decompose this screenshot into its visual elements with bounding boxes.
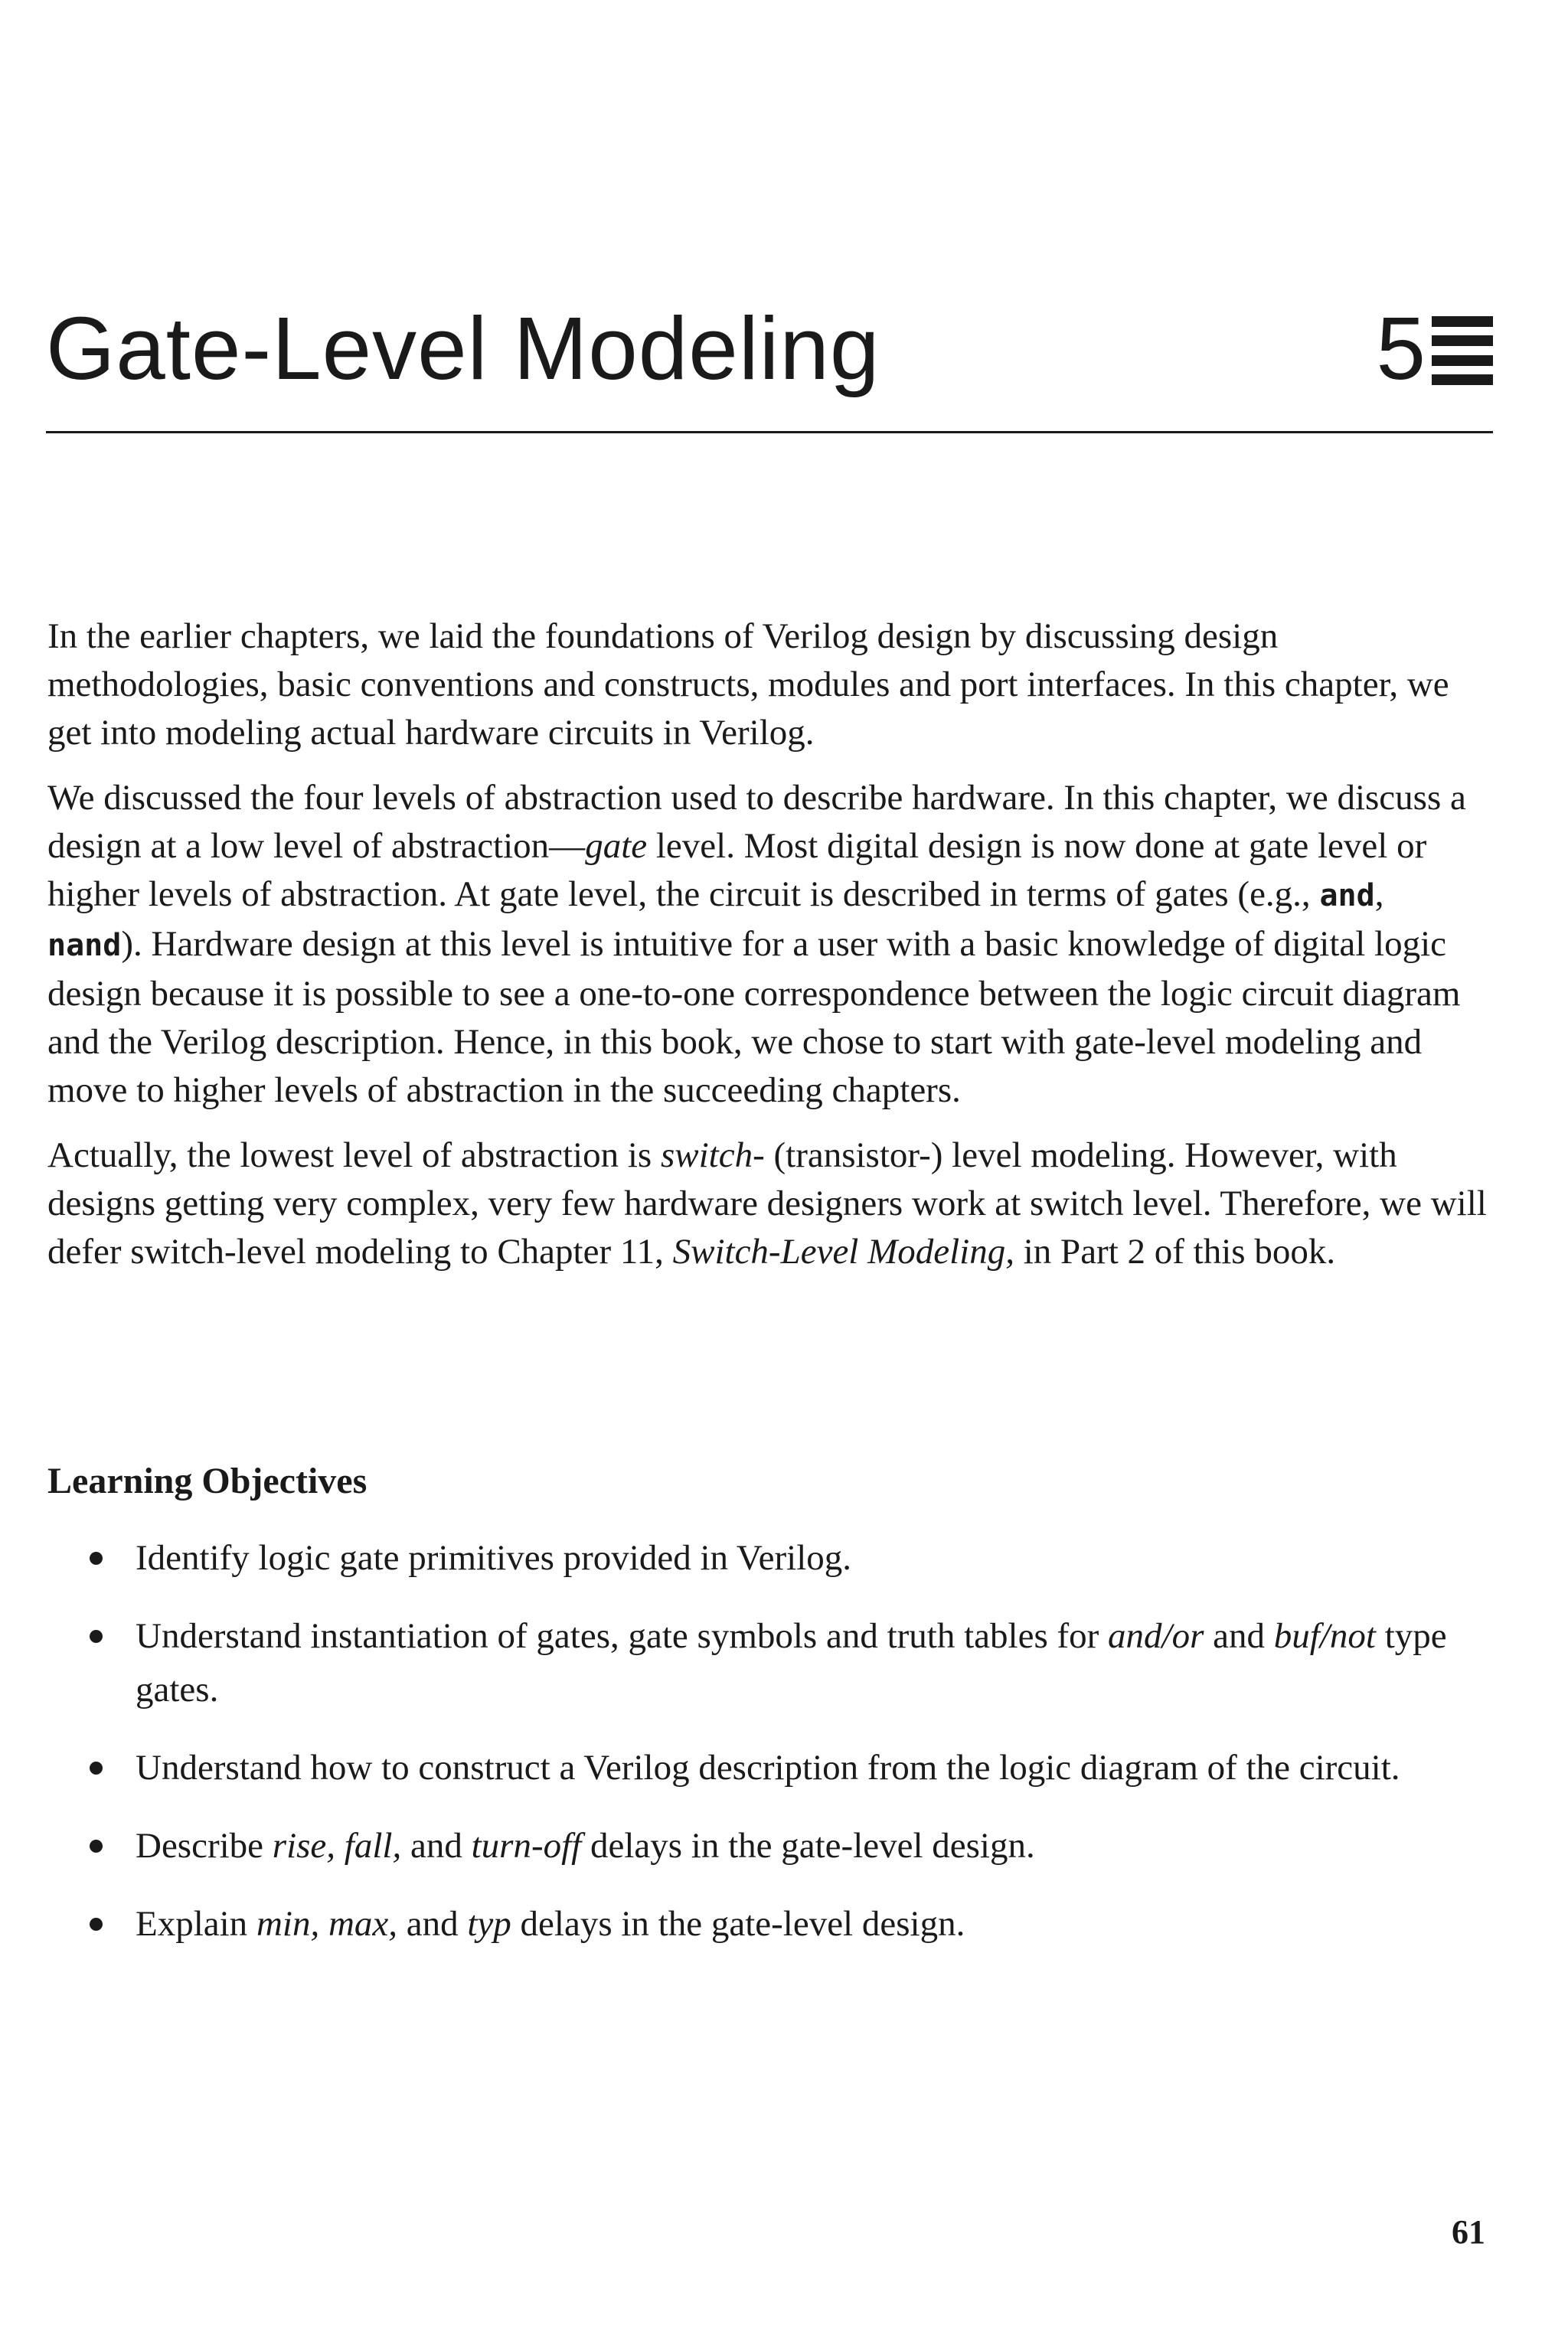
bullet-icon [90, 1762, 103, 1775]
chapter-number: 5 [1376, 299, 1426, 398]
learning-objectives-list [47, 1531, 1487, 1975]
keyword-and: and [1319, 878, 1375, 913]
objective-item: Describe rise, fall, and turn-off delays in the gate-level design. [47, 1819, 1487, 1873]
bullet-icon [90, 1630, 103, 1643]
chapter-title: Gate-Level Modeling [46, 299, 880, 398]
page-number: 61 [1452, 2213, 1485, 2251]
objective-item: Explain min, max, and typ delays in the gate-level design. [47, 1897, 1487, 1951]
term-switch: switch- [660, 1135, 765, 1175]
chapter-mark [1376, 291, 1493, 406]
objective-item: Understand how to construct a Verilog description from the logic diagram of the circuit. [47, 1741, 1487, 1795]
chapter-reference: Switch-Level Modeling, [672, 1232, 1014, 1272]
bullet-icon [90, 1918, 103, 1931]
chapter-header [46, 291, 1493, 406]
intro-paragraph-1: In the earlier chapters, we laid the foundations of Verilog design by discussing design methodologies, basic conventions and constructs, modules and port interfaces. In this chapter, we get into modeling actual hardware circuits in Verilog. [47, 616, 1449, 753]
chapter-rule [46, 431, 1493, 433]
intro-section [47, 612, 1487, 1293]
chapter-bars-icon [1432, 316, 1493, 385]
keyword-nand: nand [47, 928, 122, 963]
term-gate: gate [585, 826, 648, 866]
intro-paragraph-2: We discussed the four levels of abstraction used to describe hardware. In this chapter, we discuss a design at a low level of abstraction—gate level. Most digital design is now done at gate level or higher levels of abstraction. At gate level, the circuit is described in terms of gates (e.g., and, nand). Hardware design at this level is intuitive for a user with a basic knowledge of digital logic design because it is possible to see a one-to-one correspondence between the logic circuit diagram and the Verilog description. Hence, in this book, we chose to start with gate-level modeling and move to higher levels of abstraction in the succeeding chapters. [47, 778, 1466, 1110]
bullet-icon [90, 1840, 103, 1853]
objective-item: Identify logic gate primitives provided in Verilog. [47, 1531, 1487, 1585]
objective-item: Understand instantiation of gates, gate symbols and truth tables for and/or and buf/not type gates. [47, 1609, 1487, 1716]
bullet-icon [90, 1552, 103, 1565]
intro-paragraph-3: Actually, the lowest level of abstraction is switch- (transistor-) level modeling. However, with designs getting very complex, very few hardware designers work at switch level. Therefore, we will defer switch-level modeling to Chapter 11, Switch-Level Modeling, in Part 2 of this book. [47, 1135, 1487, 1272]
learning-objectives-heading: Learning Objectives [47, 1461, 368, 1501]
